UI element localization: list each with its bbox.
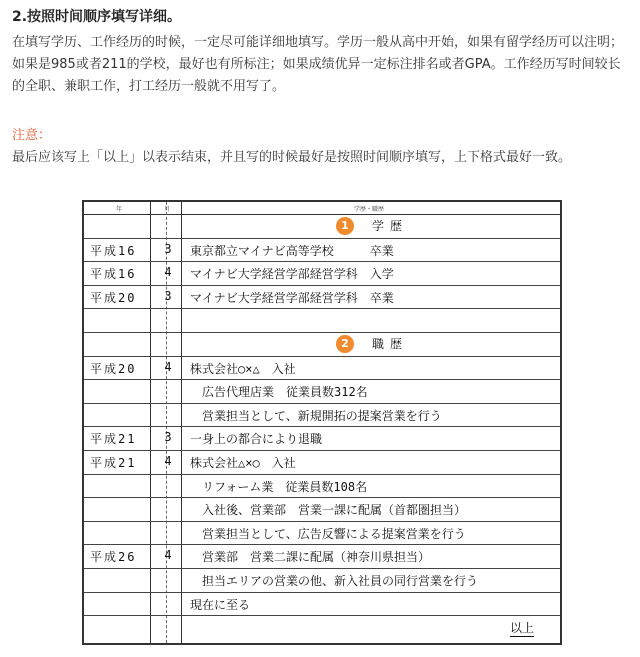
section-label: 職歴 (371, 337, 408, 352)
cell-content: 株式会社△×○ 入社 (190, 456, 296, 470)
cell-content: マイナビ大学経営学部経営学科 入学 (190, 267, 394, 282)
cell-month: 4 (164, 454, 172, 468)
cell-content: 広告代理店業 従業員数312名 (190, 385, 368, 400)
table-row (84, 521, 560, 546)
cell-month: 3 (164, 288, 172, 303)
cell-month: 4 (164, 548, 172, 563)
note-text: 最后应该写上「以上」以表示结束，并且写的时候最好是按照时间顺序填写，上下格式最好一致。 (12, 150, 572, 165)
header-month: 月 (164, 206, 171, 213)
section-heading: 2.按照时间顺序填写详细。 (12, 9, 182, 25)
table-row (84, 544, 560, 569)
section-row (84, 214, 560, 239)
table-row (84, 497, 560, 522)
section-label: 学歴 (371, 219, 408, 234)
cell-content: 営業担当として、広告反響による提案営業を行う (190, 526, 466, 541)
cell-content: 営業部 営業二課に配属（神奈川県担当） (190, 550, 431, 565)
table-row (84, 261, 560, 286)
cell-year: 平成16 (90, 243, 137, 258)
table-row (84, 308, 560, 333)
section-row (84, 332, 560, 357)
cell-year: 平成20 (90, 361, 137, 376)
end-row (84, 615, 560, 639)
header-content: 学歴・職歴 (354, 206, 385, 213)
resume-table-image (82, 200, 562, 645)
table-row (84, 285, 560, 310)
cell-content: 営業担当として、新規開拓の提案営業を行う (190, 408, 442, 423)
table-row (84, 403, 560, 428)
cell-content: 現在に至る (190, 597, 251, 612)
cell-month: 3 (164, 430, 172, 445)
cell-year: 平成20 (90, 290, 137, 305)
table-row (84, 592, 560, 617)
cell-year: 平成26 (90, 550, 137, 565)
cell-content: 入社後、営業部 営業一課に配属（首都圏担当） (190, 503, 467, 518)
table-row (84, 238, 560, 263)
cell-content: 担当エリアの営業の他、新入社員の同行営業を行う (190, 574, 479, 588)
cell-content: リフォーム業 従業員数108名 (190, 479, 368, 494)
cell-content: マイナビ大学経営学部経営学科 卒業 (190, 290, 394, 305)
note-label: 注意： (12, 128, 52, 143)
section-title (184, 332, 560, 356)
section-title (184, 214, 560, 238)
cell-month: 4 (164, 265, 172, 280)
cell-content: 一身上の都合により退職 (190, 432, 323, 447)
number-circle-icon: 2 (336, 335, 354, 353)
cell-year: 平成21 (90, 432, 137, 447)
cell-content: 株式会社○×△ 入社 (190, 361, 296, 376)
cell-year: 平成16 (90, 267, 137, 282)
header-year: 年 (116, 206, 123, 213)
table-row (84, 474, 560, 499)
cell-month: 4 (164, 359, 172, 374)
table-row (84, 450, 560, 475)
cell-year: 平成21 (90, 456, 137, 470)
table-row (84, 356, 560, 381)
cell-month: 3 (164, 241, 172, 256)
number-circle-icon: 1 (336, 217, 354, 235)
table-row (84, 568, 560, 593)
table-row (84, 379, 560, 404)
end-mark: 以上 (509, 621, 534, 636)
cell-content: 東京都立マイナビ高等学校 卒業 (190, 243, 394, 258)
table-row (84, 426, 560, 451)
intro-paragraph: 在填写学历、工作经历的时候，一定尽可能详细地填写。学历一般从高中开始，如果有留学经历可以注明；如果是985或者211的学校，最好也有所标注；如果成绩优异一定标注排名或者GPA。工作经历写时间较长的全职、兼职工作，打工经历一般就不用写了。 (12, 35, 624, 94)
